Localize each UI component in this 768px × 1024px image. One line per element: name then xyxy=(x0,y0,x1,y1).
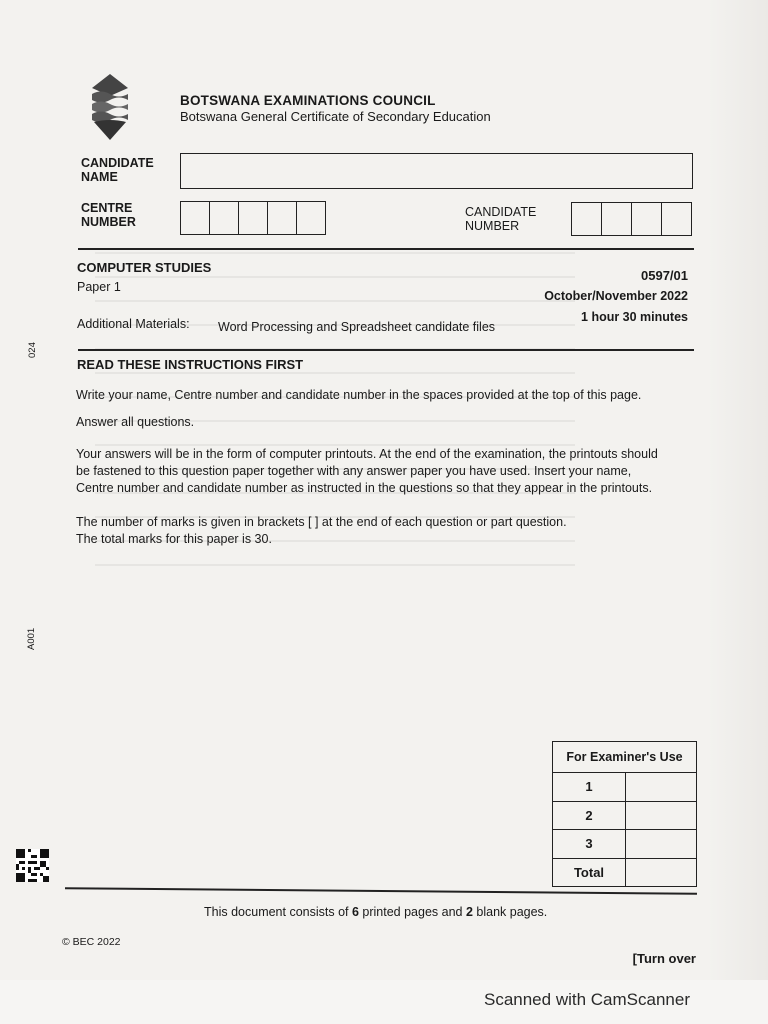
label-line: CENTRE xyxy=(81,201,133,215)
blank-pages-count: 2 xyxy=(465,905,473,919)
marks-cell[interactable] xyxy=(626,801,697,830)
digit-cell[interactable] xyxy=(181,202,210,234)
margin-code: A001 xyxy=(26,627,37,650)
page-count-note xyxy=(204,905,547,919)
question-number: 2 xyxy=(553,801,626,830)
instruction-line: The total marks for this paper is 30. xyxy=(76,532,272,546)
instruction-printouts: Your answers will be in the form of computer printouts. At the end of the examination, the printouts should be fastened to this question paper together with any answer paper you have used. Insert your name, Centre number and candidate number as instructed in the questions so that they appear in the printouts. xyxy=(76,447,658,495)
centre-number-label xyxy=(81,201,136,229)
exam-duration: 1 hour 30 minutes xyxy=(581,310,688,324)
instruction-write-name: Write your name, Centre number and candidate number in the spaces provided at the top of this page. xyxy=(76,388,642,402)
digit-cell[interactable] xyxy=(239,202,268,234)
copyright: © BEC 2022 xyxy=(62,936,121,948)
label-line: NUMBER xyxy=(465,219,520,233)
bec-logo-icon xyxy=(86,72,134,142)
centre-number-field[interactable] xyxy=(180,201,326,235)
candidate-name-label xyxy=(81,156,154,184)
table-row xyxy=(553,830,697,859)
text-span: blank pages. xyxy=(472,905,548,919)
page-shadow-edge xyxy=(708,0,768,980)
margin-code: 024 xyxy=(27,342,38,358)
instruction-answer-all: Answer all questions. xyxy=(76,415,195,429)
table-row xyxy=(553,801,697,830)
printed-pages-count: 6 xyxy=(351,905,359,919)
instructions-divider xyxy=(78,349,694,351)
paper-number: Paper 1 xyxy=(77,280,121,294)
org-title: BOTSWANA EXAMINATIONS COUNCIL xyxy=(180,93,436,108)
marks-cell[interactable] xyxy=(626,830,697,859)
exam-session: October/November 2022 xyxy=(544,289,688,303)
instruction-marks xyxy=(76,514,676,548)
label-line: CANDIDATE xyxy=(81,156,154,170)
paper-code: 0597/01 xyxy=(641,268,688,283)
examiners-use-table xyxy=(552,741,697,887)
digit-cell[interactable] xyxy=(572,203,602,235)
text-span: printed pages and xyxy=(358,905,466,919)
digit-cell[interactable] xyxy=(662,203,691,235)
question-number: 3 xyxy=(553,830,626,859)
instruction-line: The number of marks is given in brackets [ ] at the end of each question or part question. xyxy=(76,515,567,529)
org-subtitle: Botswana General Certificate of Secondary Education xyxy=(180,109,491,124)
subject-title: COMPUTER STUDIES xyxy=(77,260,212,275)
label-line: CANDIDATE xyxy=(465,205,537,219)
additional-materials-label: Additional Materials: xyxy=(77,317,190,331)
examiners-use-heading: For Examiner's Use xyxy=(553,742,697,773)
digit-cell[interactable] xyxy=(602,203,632,235)
label-line: NUMBER xyxy=(81,215,136,229)
table-row xyxy=(553,773,697,802)
header-divider xyxy=(78,248,694,250)
additional-materials-value: Word Processing and Spreadsheet candidate files xyxy=(218,320,496,334)
candidate-number-label xyxy=(465,205,536,233)
candidate-name-field[interactable] xyxy=(180,153,693,189)
table-row xyxy=(553,858,697,887)
marks-cell[interactable] xyxy=(626,773,697,802)
digit-cell[interactable] xyxy=(210,202,239,234)
question-number: 1 xyxy=(553,773,626,802)
digit-cell[interactable] xyxy=(297,202,325,234)
turn-over: [Turn over xyxy=(632,951,696,966)
candidate-number-field[interactable] xyxy=(571,202,692,236)
scanner-watermark: Scanned with CamScanner xyxy=(483,990,690,1009)
total-marks-cell[interactable] xyxy=(626,858,697,887)
label-line: NAME xyxy=(81,170,118,184)
text-span: This document consists of xyxy=(204,905,352,919)
qr-code-icon xyxy=(16,849,49,882)
digit-cell[interactable] xyxy=(632,203,662,235)
total-label: Total xyxy=(553,858,626,887)
digit-cell[interactable] xyxy=(268,202,297,234)
instructions-heading: READ THESE INSTRUCTIONS FIRST xyxy=(77,357,304,372)
footer-divider xyxy=(65,887,697,894)
